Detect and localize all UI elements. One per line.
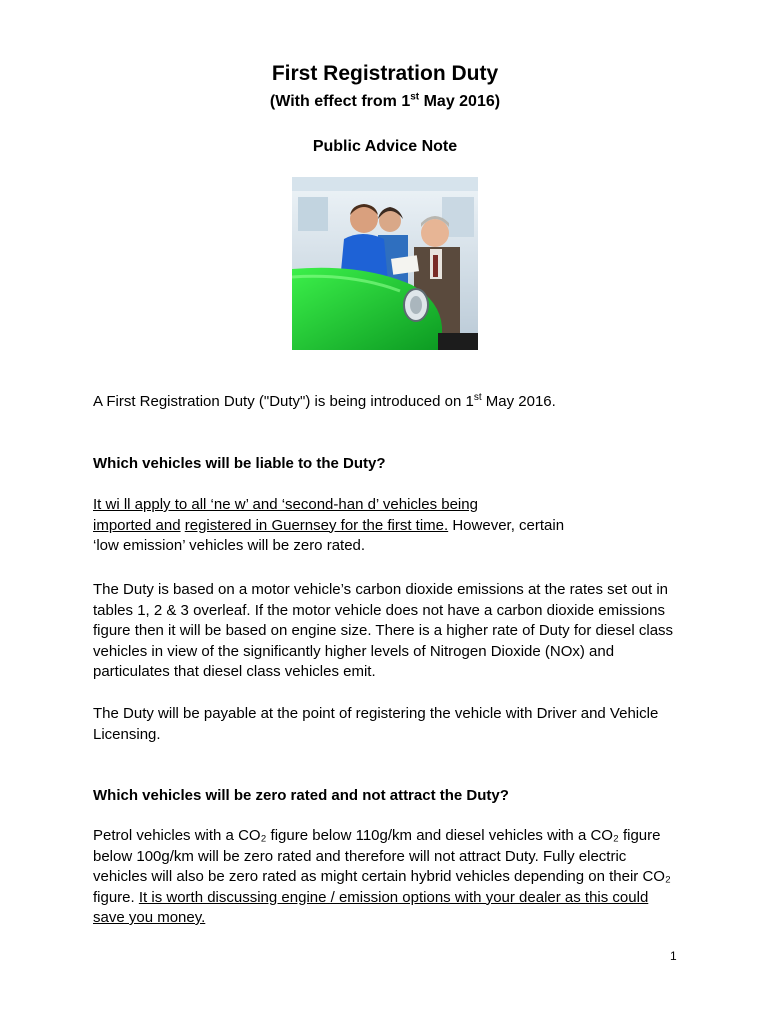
subtitle-prefix: (With effect from 1 bbox=[269, 93, 411, 110]
liable-text-1: However, certain bbox=[448, 516, 565, 534]
intro-ordinal: st bbox=[473, 392, 482, 403]
subtitle-suffix: May 2016) bbox=[419, 93, 501, 110]
intro-paragraph bbox=[93, 392, 683, 413]
liable-heading: Which vehicles will be liable to the Duty? bbox=[93, 455, 386, 472]
duty-payable-paragraph: The Duty will be payable at the point of registering the vehicle with Driver and Vehicle Licensing. bbox=[93, 705, 659, 743]
zero-rated-advice: It is worth discussing engine / emission options with your dealer as this could save you money. bbox=[93, 888, 649, 926]
car-dealership-photo bbox=[292, 177, 478, 350]
liable-underlined-3: registered in Guernsey for the first time. bbox=[184, 516, 449, 534]
zero-rated-heading: Which vehicles will be zero rated and not attract the Duty? bbox=[93, 787, 509, 804]
zero-rated-text: Petrol vehicles with a CO₂ figure below 110g/km and diesel vehicles with a CO₂ figure below 100g/km will be zero rated and therefore will not attract Duty. Fully electric vehicles will also be zero rated as might certain hybrid vehicles depending on their CO₂ figure. bbox=[93, 827, 671, 906]
page-number: 1 bbox=[670, 949, 677, 963]
zero-rated-paragraph bbox=[93, 826, 683, 929]
liable-paragraph bbox=[93, 495, 683, 557]
liable-underlined-1: It wi ll apply to all ‘ne w’ and ‘second-han d’ vehicles being bbox=[93, 496, 478, 513]
liable-underlined-2: imported and bbox=[93, 516, 181, 534]
liable-text-2: ‘low emission’ vehicles will be zero rated. bbox=[93, 537, 366, 554]
document-subtitle bbox=[0, 93, 770, 111]
intro-text-end: May 2016. bbox=[481, 393, 556, 410]
subtitle-ordinal: st bbox=[410, 91, 420, 103]
public-advice-note-heading: Public Advice Note bbox=[312, 138, 458, 155]
document-title: First Registration Duty bbox=[271, 62, 499, 85]
intro-text: A First Registration Duty ("Duty") is being introduced on 1 bbox=[93, 393, 474, 410]
duty-basis-paragraph: The Duty is based on a motor vehicle’s carbon dioxide emissions at the rates set out in tables 1, 2 & 3 overleaf. If the motor vehicle does not have a carbon dioxide emissions figure then it will be based on engine size. There is a higher rate of Duty for diesel class vehicles in view of the significantly higher levels of Nitrogen Dioxide (NOx) and particulates that diesel class vehicles emit. bbox=[93, 581, 674, 680]
